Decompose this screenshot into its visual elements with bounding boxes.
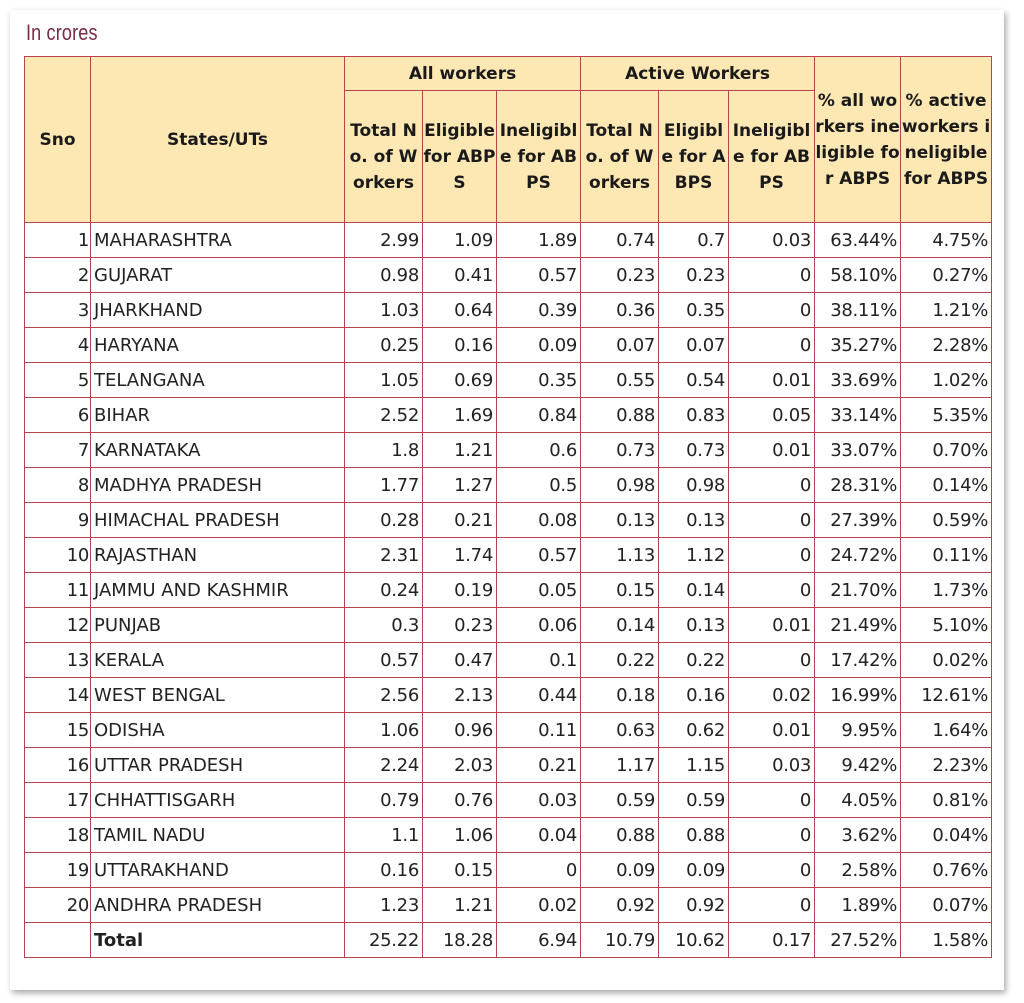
all-ineligible-cell: 0.11 xyxy=(497,713,581,748)
active-total-cell: 0.92 xyxy=(581,888,659,923)
pct-active-cell: 2.28% xyxy=(901,328,992,363)
active-ineligible-cell: 0.03 xyxy=(729,748,815,783)
all-ineligible-cell: 0.5 xyxy=(497,468,581,503)
all-total-cell: 0.24 xyxy=(345,573,423,608)
pct-all-cell: 24.72% xyxy=(815,538,901,573)
state-cell: PUNJAB xyxy=(91,608,345,643)
state-cell: JAMMU AND KASHMIR xyxy=(91,573,345,608)
active-eligible-cell: 0.07 xyxy=(659,328,729,363)
active-ineligible-cell: 0.05 xyxy=(729,398,815,433)
sno-cell: 3 xyxy=(25,293,91,328)
header-pct-all-ineligible: % all workers ineligible for ABPS xyxy=(815,57,901,223)
all-ineligible-cell: 6.94 xyxy=(497,923,581,958)
active-total-cell: 0.09 xyxy=(581,853,659,888)
all-total-cell: 2.56 xyxy=(345,678,423,713)
all-eligible-cell: 2.13 xyxy=(423,678,497,713)
pct-all-cell: 33.69% xyxy=(815,363,901,398)
pct-active-cell: 0.27% xyxy=(901,258,992,293)
sno-cell: 19 xyxy=(25,853,91,888)
sno-cell: 7 xyxy=(25,433,91,468)
sno-cell: 6 xyxy=(25,398,91,433)
pct-active-cell: 1.73% xyxy=(901,573,992,608)
active-eligible-cell: 0.54 xyxy=(659,363,729,398)
active-eligible-cell: 0.7 xyxy=(659,223,729,258)
pct-active-cell: 12.61% xyxy=(901,678,992,713)
header-sno: Sno xyxy=(25,57,91,223)
pct-all-cell: 21.70% xyxy=(815,573,901,608)
sno-cell: 9 xyxy=(25,503,91,538)
all-ineligible-cell: 0.39 xyxy=(497,293,581,328)
all-eligible-cell: 2.03 xyxy=(423,748,497,783)
all-total-cell: 0.57 xyxy=(345,643,423,678)
active-eligible-cell: 0.73 xyxy=(659,433,729,468)
table-row xyxy=(25,783,992,818)
active-total-cell: 0.63 xyxy=(581,713,659,748)
pct-active-cell: 1.02% xyxy=(901,363,992,398)
all-ineligible-cell: 0.05 xyxy=(497,573,581,608)
all-total-cell: 0.25 xyxy=(345,328,423,363)
active-ineligible-cell: 0 xyxy=(729,328,815,363)
sno-cell: 11 xyxy=(25,573,91,608)
state-cell: BIHAR xyxy=(91,398,345,433)
sno-cell: 8 xyxy=(25,468,91,503)
pct-all-cell: 17.42% xyxy=(815,643,901,678)
active-ineligible-cell: 0.03 xyxy=(729,223,815,258)
sno-cell: 20 xyxy=(25,888,91,923)
pct-all-cell: 58.10% xyxy=(815,258,901,293)
all-total-cell: 0.3 xyxy=(345,608,423,643)
active-ineligible-cell: 0 xyxy=(729,503,815,538)
pct-all-cell: 33.07% xyxy=(815,433,901,468)
active-eligible-cell: 0.88 xyxy=(659,818,729,853)
header-active-ineligible: Ineligible for ABPS xyxy=(729,91,815,223)
sno-cell: 16 xyxy=(25,748,91,783)
table-row xyxy=(25,398,992,433)
sno-cell: 2 xyxy=(25,258,91,293)
pct-active-cell: 0.76% xyxy=(901,853,992,888)
all-ineligible-cell: 0.44 xyxy=(497,678,581,713)
header-active-eligible: Eligible for ABPS xyxy=(659,91,729,223)
active-ineligible-cell: 0.01 xyxy=(729,433,815,468)
active-ineligible-cell: 0 xyxy=(729,783,815,818)
table-row xyxy=(25,573,992,608)
all-eligible-cell: 1.69 xyxy=(423,398,497,433)
pct-all-cell: 4.05% xyxy=(815,783,901,818)
active-ineligible-cell: 0 xyxy=(729,888,815,923)
all-total-cell: 0.79 xyxy=(345,783,423,818)
pct-all-cell: 21.49% xyxy=(815,608,901,643)
active-total-cell: 0.74 xyxy=(581,223,659,258)
header-active-total: Total No. of Workers xyxy=(581,91,659,223)
all-eligible-cell: 1.06 xyxy=(423,818,497,853)
all-eligible-cell: 1.21 xyxy=(423,888,497,923)
all-eligible-cell: 1.09 xyxy=(423,223,497,258)
sno-cell: 10 xyxy=(25,538,91,573)
sno-cell: 15 xyxy=(25,713,91,748)
state-cell: UTTARAKHAND xyxy=(91,853,345,888)
state-cell: MADHYA PRADESH xyxy=(91,468,345,503)
pct-active-cell: 0.04% xyxy=(901,818,992,853)
table-row xyxy=(25,258,992,293)
active-total-cell: 0.73 xyxy=(581,433,659,468)
state-cell: GUJARAT xyxy=(91,258,345,293)
all-ineligible-cell: 0.08 xyxy=(497,503,581,538)
header-all-workers: All workers xyxy=(345,57,581,91)
active-total-cell: 0.55 xyxy=(581,363,659,398)
all-ineligible-cell: 0 xyxy=(497,853,581,888)
all-total-cell: 2.99 xyxy=(345,223,423,258)
total-row xyxy=(25,923,992,958)
pct-active-cell: 1.58% xyxy=(901,923,992,958)
table-row xyxy=(25,888,992,923)
all-total-cell: 25.22 xyxy=(345,923,423,958)
active-eligible-cell: 0.16 xyxy=(659,678,729,713)
state-cell: MAHARASHTRA xyxy=(91,223,345,258)
state-cell: ANDHRA PRADESH xyxy=(91,888,345,923)
state-cell: Total xyxy=(91,923,345,958)
state-cell: TELANGANA xyxy=(91,363,345,398)
all-ineligible-cell: 0.57 xyxy=(497,538,581,573)
table-row xyxy=(25,608,992,643)
active-total-cell: 0.98 xyxy=(581,468,659,503)
active-ineligible-cell: 0 xyxy=(729,538,815,573)
active-ineligible-cell: 0 xyxy=(729,573,815,608)
all-ineligible-cell: 1.89 xyxy=(497,223,581,258)
state-cell: CHHATTISGARH xyxy=(91,783,345,818)
active-ineligible-cell: 0.02 xyxy=(729,678,815,713)
active-total-cell: 0.15 xyxy=(581,573,659,608)
pct-active-cell: 5.10% xyxy=(901,608,992,643)
pct-all-cell: 38.11% xyxy=(815,293,901,328)
active-ineligible-cell: 0.01 xyxy=(729,608,815,643)
state-cell: RAJASTHAN xyxy=(91,538,345,573)
pct-all-cell: 16.99% xyxy=(815,678,901,713)
all-eligible-cell: 1.74 xyxy=(423,538,497,573)
pct-active-cell: 0.07% xyxy=(901,888,992,923)
active-total-cell: 0.88 xyxy=(581,818,659,853)
all-ineligible-cell: 0.03 xyxy=(497,783,581,818)
header-pct-active-ineligible: % active workers ineligible for ABPS xyxy=(901,57,992,223)
all-eligible-cell: 0.76 xyxy=(423,783,497,818)
active-total-cell: 0.88 xyxy=(581,398,659,433)
table-row xyxy=(25,713,992,748)
active-total-cell: 0.23 xyxy=(581,258,659,293)
all-total-cell: 2.24 xyxy=(345,748,423,783)
all-eligible-cell: 0.21 xyxy=(423,503,497,538)
state-cell: JHARKHAND xyxy=(91,293,345,328)
all-total-cell: 1.03 xyxy=(345,293,423,328)
all-total-cell: 0.98 xyxy=(345,258,423,293)
active-total-cell: 1.13 xyxy=(581,538,659,573)
table-row xyxy=(25,853,992,888)
all-ineligible-cell: 0.1 xyxy=(497,643,581,678)
active-eligible-cell: 0.09 xyxy=(659,853,729,888)
active-ineligible-cell: 0.01 xyxy=(729,713,815,748)
table-row xyxy=(25,818,992,853)
sno-cell: 4 xyxy=(25,328,91,363)
active-total-cell: 0.07 xyxy=(581,328,659,363)
table-row xyxy=(25,223,992,258)
active-ineligible-cell: 0.17 xyxy=(729,923,815,958)
active-eligible-cell: 1.15 xyxy=(659,748,729,783)
active-eligible-cell: 0.35 xyxy=(659,293,729,328)
active-eligible-cell: 0.23 xyxy=(659,258,729,293)
active-total-cell: 1.17 xyxy=(581,748,659,783)
all-total-cell: 1.06 xyxy=(345,713,423,748)
active-total-cell: 0.18 xyxy=(581,678,659,713)
all-eligible-cell: 0.15 xyxy=(423,853,497,888)
table-row xyxy=(25,643,992,678)
pct-active-cell: 0.81% xyxy=(901,783,992,818)
header-state: States/UTs xyxy=(91,57,345,223)
active-ineligible-cell: 0 xyxy=(729,258,815,293)
table-row xyxy=(25,433,992,468)
pct-all-cell: 33.14% xyxy=(815,398,901,433)
all-ineligible-cell: 0.6 xyxy=(497,433,581,468)
header-all-ineligible: Ineligible for ABPS xyxy=(497,91,581,223)
sno-cell: 14 xyxy=(25,678,91,713)
active-eligible-cell: 0.22 xyxy=(659,643,729,678)
sno-cell: 5 xyxy=(25,363,91,398)
table-row xyxy=(25,503,992,538)
active-eligible-cell: 0.13 xyxy=(659,503,729,538)
active-ineligible-cell: 0.01 xyxy=(729,363,815,398)
active-eligible-cell: 0.98 xyxy=(659,468,729,503)
active-eligible-cell: 1.12 xyxy=(659,538,729,573)
active-eligible-cell: 10.62 xyxy=(659,923,729,958)
all-ineligible-cell: 0.84 xyxy=(497,398,581,433)
all-total-cell: 2.52 xyxy=(345,398,423,433)
active-ineligible-cell: 0 xyxy=(729,293,815,328)
pct-active-cell: 0.70% xyxy=(901,433,992,468)
active-total-cell: 0.22 xyxy=(581,643,659,678)
all-ineligible-cell: 0.35 xyxy=(497,363,581,398)
all-total-cell: 1.05 xyxy=(345,363,423,398)
state-cell: UTTAR PRADESH xyxy=(91,748,345,783)
all-eligible-cell: 0.19 xyxy=(423,573,497,608)
active-ineligible-cell: 0 xyxy=(729,643,815,678)
unit-label: In crores xyxy=(26,20,98,45)
all-total-cell: 2.31 xyxy=(345,538,423,573)
all-total-cell: 1.8 xyxy=(345,433,423,468)
all-total-cell: 1.77 xyxy=(345,468,423,503)
all-ineligible-cell: 0.06 xyxy=(497,608,581,643)
state-cell: HARYANA xyxy=(91,328,345,363)
all-ineligible-cell: 0.09 xyxy=(497,328,581,363)
all-eligible-cell: 0.41 xyxy=(423,258,497,293)
all-eligible-cell: 1.27 xyxy=(423,468,497,503)
state-cell: TAMIL NADU xyxy=(91,818,345,853)
table-row xyxy=(25,748,992,783)
all-ineligible-cell: 0.57 xyxy=(497,258,581,293)
all-ineligible-cell: 0.04 xyxy=(497,818,581,853)
table-row xyxy=(25,328,992,363)
pct-all-cell: 1.89% xyxy=(815,888,901,923)
all-eligible-cell: 0.16 xyxy=(423,328,497,363)
all-eligible-cell: 1.21 xyxy=(423,433,497,468)
table-body xyxy=(25,223,992,958)
active-total-cell: 0.36 xyxy=(581,293,659,328)
active-total-cell: 0.13 xyxy=(581,503,659,538)
table-row xyxy=(25,293,992,328)
active-eligible-cell: 0.59 xyxy=(659,783,729,818)
pct-active-cell: 0.11% xyxy=(901,538,992,573)
active-total-cell: 0.14 xyxy=(581,608,659,643)
table-row xyxy=(25,538,992,573)
all-eligible-cell: 0.96 xyxy=(423,713,497,748)
state-cell: KERALA xyxy=(91,643,345,678)
pct-all-cell: 63.44% xyxy=(815,223,901,258)
state-cell: ODISHA xyxy=(91,713,345,748)
pct-active-cell: 5.35% xyxy=(901,398,992,433)
sno-cell: 13 xyxy=(25,643,91,678)
pct-all-cell: 35.27% xyxy=(815,328,901,363)
state-cell: HIMACHAL PRADESH xyxy=(91,503,345,538)
header-all-eligible: Eligible for ABPS xyxy=(423,91,497,223)
sno-cell: 17 xyxy=(25,783,91,818)
all-total-cell: 0.28 xyxy=(345,503,423,538)
all-eligible-cell: 0.64 xyxy=(423,293,497,328)
all-total-cell: 1.1 xyxy=(345,818,423,853)
active-eligible-cell: 0.13 xyxy=(659,608,729,643)
pct-active-cell: 4.75% xyxy=(901,223,992,258)
active-total-cell: 0.59 xyxy=(581,783,659,818)
pct-active-cell: 1.21% xyxy=(901,293,992,328)
header-all-total: Total No. of Workers xyxy=(345,91,423,223)
pct-active-cell: 1.64% xyxy=(901,713,992,748)
pct-active-cell: 0.02% xyxy=(901,643,992,678)
sno-cell xyxy=(25,923,91,958)
sno-cell: 18 xyxy=(25,818,91,853)
active-eligible-cell: 0.62 xyxy=(659,713,729,748)
active-total-cell: 10.79 xyxy=(581,923,659,958)
table-row xyxy=(25,678,992,713)
pct-all-cell: 27.52% xyxy=(815,923,901,958)
active-ineligible-cell: 0 xyxy=(729,853,815,888)
all-eligible-cell: 18.28 xyxy=(423,923,497,958)
pct-all-cell: 9.95% xyxy=(815,713,901,748)
pct-active-cell: 2.23% xyxy=(901,748,992,783)
active-ineligible-cell: 0 xyxy=(729,818,815,853)
all-ineligible-cell: 0.21 xyxy=(497,748,581,783)
pct-active-cell: 0.59% xyxy=(901,503,992,538)
all-eligible-cell: 0.47 xyxy=(423,643,497,678)
active-eligible-cell: 0.92 xyxy=(659,888,729,923)
table-row xyxy=(25,363,992,398)
active-ineligible-cell: 0 xyxy=(729,468,815,503)
sno-cell: 1 xyxy=(25,223,91,258)
all-total-cell: 0.16 xyxy=(345,853,423,888)
all-eligible-cell: 0.23 xyxy=(423,608,497,643)
active-eligible-cell: 0.14 xyxy=(659,573,729,608)
pct-all-cell: 3.62% xyxy=(815,818,901,853)
workers-abps-table xyxy=(24,56,992,958)
pct-all-cell: 27.39% xyxy=(815,503,901,538)
sno-cell: 12 xyxy=(25,608,91,643)
header-active-workers: Active Workers xyxy=(581,57,815,91)
all-total-cell: 1.23 xyxy=(345,888,423,923)
pct-all-cell: 9.42% xyxy=(815,748,901,783)
all-eligible-cell: 0.69 xyxy=(423,363,497,398)
pct-all-cell: 2.58% xyxy=(815,853,901,888)
table-row xyxy=(25,468,992,503)
all-ineligible-cell: 0.02 xyxy=(497,888,581,923)
active-eligible-cell: 0.83 xyxy=(659,398,729,433)
pct-active-cell: 0.14% xyxy=(901,468,992,503)
state-cell: KARNATAKA xyxy=(91,433,345,468)
state-cell: WEST BENGAL xyxy=(91,678,345,713)
pct-all-cell: 28.31% xyxy=(815,468,901,503)
